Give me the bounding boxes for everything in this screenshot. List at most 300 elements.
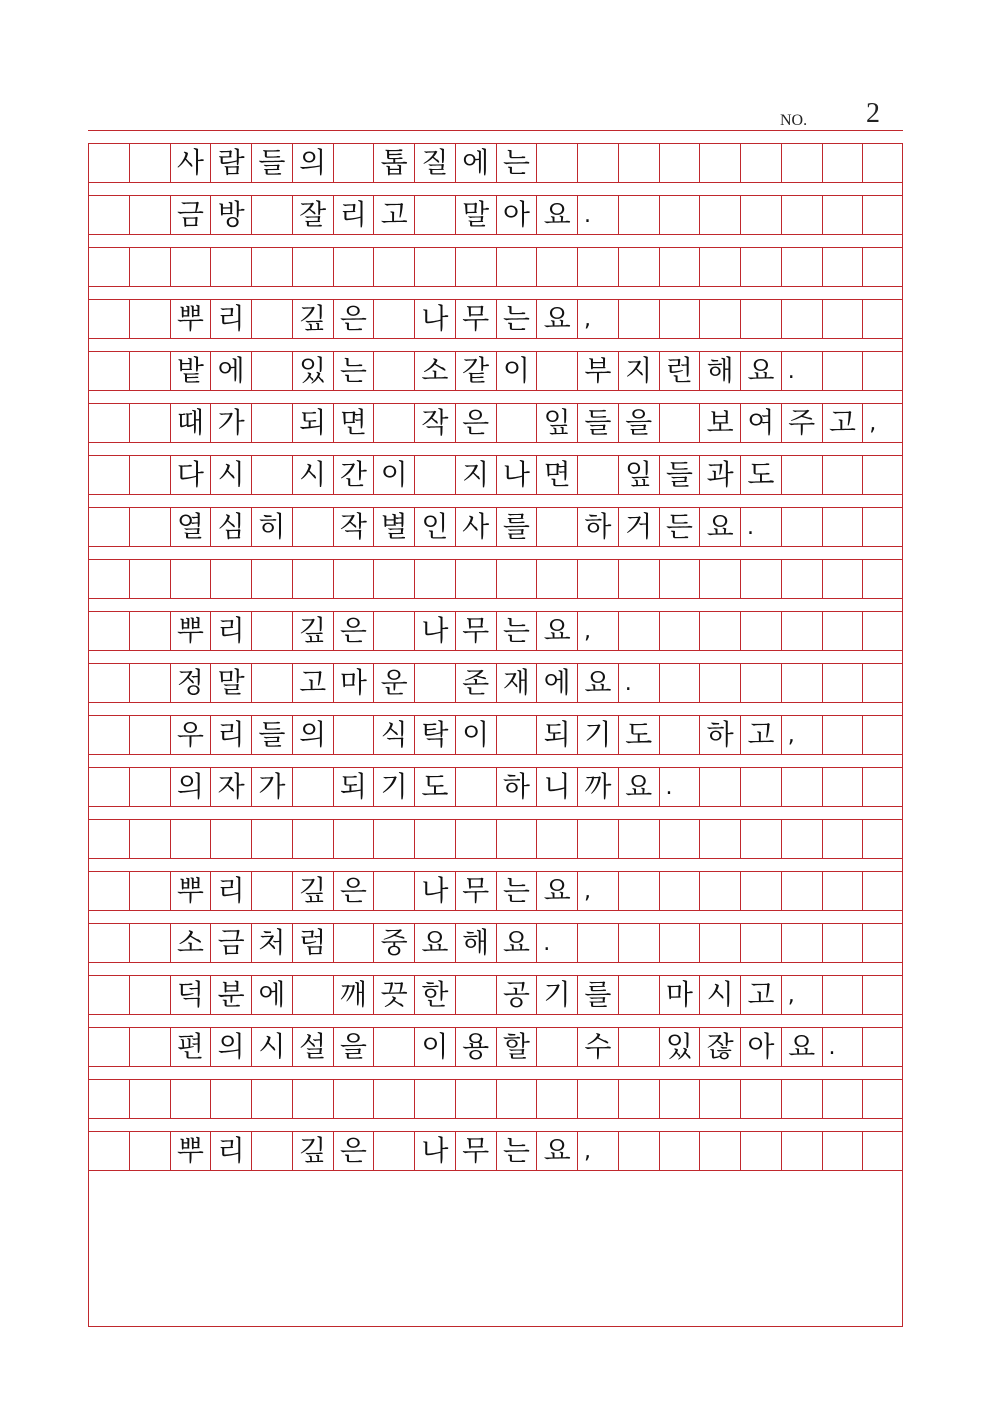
manuscript-cell: 면 [333, 404, 374, 442]
manuscript-cell: 시 [292, 456, 333, 494]
manuscript-cell: 기 [577, 716, 618, 754]
manuscript-cell [781, 560, 822, 598]
manuscript-cell: 깊 [292, 300, 333, 338]
manuscript-cell: 무 [455, 872, 496, 910]
manuscript-cell [699, 560, 740, 598]
manuscript-cell: , [577, 872, 618, 910]
manuscript-cell: 람 [210, 144, 251, 182]
manuscript-row [88, 663, 903, 703]
manuscript-cell [251, 560, 292, 598]
manuscript-cell [536, 352, 577, 390]
manuscript-cell: 밭 [170, 352, 211, 390]
manuscript-cell [781, 612, 822, 650]
manuscript-cell: 덕 [170, 976, 211, 1014]
manuscript-cell [822, 560, 863, 598]
manuscript-cell: 되 [333, 768, 374, 806]
manuscript-cell [577, 560, 618, 598]
manuscript-cell [822, 508, 863, 546]
manuscript-cell: 고 [292, 664, 333, 702]
manuscript-cell [862, 300, 903, 338]
manuscript-cell [373, 404, 414, 442]
manuscript-cell: 같 [455, 352, 496, 390]
manuscript-cell [618, 560, 659, 598]
manuscript-cell: 을 [618, 404, 659, 442]
manuscript-cell [699, 768, 740, 806]
manuscript-cell [781, 196, 822, 234]
manuscript-cell: 시 [699, 976, 740, 1014]
manuscript-cell: , [577, 1132, 618, 1170]
manuscript-cell [822, 612, 863, 650]
manuscript-cell: 아 [496, 196, 537, 234]
manuscript-cell: 리 [210, 1132, 251, 1170]
manuscript-cell [577, 924, 618, 962]
manuscript-cell [88, 352, 129, 390]
manuscript-cell [88, 1028, 129, 1066]
manuscript-cell [618, 1080, 659, 1118]
manuscript-cell: 도 [618, 716, 659, 754]
manuscript-cell [822, 456, 863, 494]
manuscript-cell: 한 [414, 976, 455, 1014]
manuscript-cell: 사 [455, 508, 496, 546]
manuscript-cell: 은 [455, 404, 496, 442]
manuscript-row [88, 1131, 903, 1171]
manuscript-cell: 는 [496, 300, 537, 338]
manuscript-cell [781, 872, 822, 910]
manuscript-cell: 에 [210, 352, 251, 390]
manuscript-cell [333, 560, 374, 598]
manuscript-cell [862, 352, 903, 390]
manuscript-row [88, 923, 903, 963]
manuscript-cell [414, 1080, 455, 1118]
manuscript-row [88, 247, 903, 287]
manuscript-cell [333, 144, 374, 182]
manuscript-cell [373, 248, 414, 286]
manuscript-cell: 를 [496, 508, 537, 546]
manuscript-cell [210, 820, 251, 858]
manuscript-cell [577, 820, 618, 858]
manuscript-cell [659, 1132, 700, 1170]
manuscript-cell [88, 144, 129, 182]
manuscript-row [88, 299, 903, 339]
manuscript-cell [129, 196, 170, 234]
manuscript-cell [455, 768, 496, 806]
manuscript-cell [292, 560, 333, 598]
manuscript-cell [251, 1080, 292, 1118]
manuscript-cell: 끗 [373, 976, 414, 1014]
manuscript-cell [129, 560, 170, 598]
manuscript-cell: 요 [536, 196, 577, 234]
manuscript-cell [781, 508, 822, 546]
manuscript-row [88, 871, 903, 911]
manuscript-cell: 에 [536, 664, 577, 702]
manuscript-cell: , [577, 612, 618, 650]
manuscript-cell [373, 560, 414, 598]
manuscript-cell [170, 820, 211, 858]
manuscript-cell [496, 248, 537, 286]
manuscript-cell [659, 196, 700, 234]
manuscript-cell: 잘 [292, 196, 333, 234]
manuscript-cell: 은 [333, 872, 374, 910]
manuscript-cell [862, 196, 903, 234]
manuscript-cell: 용 [455, 1028, 496, 1066]
manuscript-cell [699, 664, 740, 702]
manuscript-cell [251, 456, 292, 494]
manuscript-cell: 요 [536, 612, 577, 650]
manuscript-cell [455, 820, 496, 858]
manuscript-cell [781, 924, 822, 962]
manuscript-cell: 이 [455, 716, 496, 754]
manuscript-cell: 처 [251, 924, 292, 962]
manuscript-cell: 는 [333, 352, 374, 390]
manuscript-cell: 는 [496, 612, 537, 650]
manuscript-cell [373, 820, 414, 858]
manuscript-cell: 지 [455, 456, 496, 494]
manuscript-row [88, 507, 903, 547]
manuscript-cell: 은 [333, 1132, 374, 1170]
manuscript-cell [862, 716, 903, 754]
manuscript-cell: 뿌 [170, 612, 211, 650]
manuscript-cell [496, 716, 537, 754]
manuscript-cell [699, 872, 740, 910]
manuscript-cell [170, 1080, 211, 1118]
manuscript-cell [251, 612, 292, 650]
manuscript-cell [129, 352, 170, 390]
manuscript-cell [862, 248, 903, 286]
manuscript-cell [781, 820, 822, 858]
manuscript-cell [822, 768, 863, 806]
manuscript-cell [740, 248, 781, 286]
manuscript-cell: 수 [577, 1028, 618, 1066]
manuscript-cell [129, 612, 170, 650]
manuscript-cell [88, 196, 129, 234]
manuscript-cell [740, 924, 781, 962]
manuscript-cell: , [862, 404, 903, 442]
manuscript-cell [129, 664, 170, 702]
manuscript-cell: 에 [251, 976, 292, 1014]
manuscript-cell: 부 [577, 352, 618, 390]
manuscript-cell [333, 716, 374, 754]
manuscript-cell: 리 [210, 612, 251, 650]
manuscript-cell [333, 924, 374, 962]
page-number: 2 [866, 98, 880, 129]
manuscript-cell: 니 [536, 768, 577, 806]
page-number-label: NO. [780, 112, 808, 129]
manuscript-cell: 리 [210, 300, 251, 338]
manuscript-cell [251, 1132, 292, 1170]
manuscript-cell [210, 248, 251, 286]
manuscript-cell [414, 248, 455, 286]
manuscript-cell [659, 1080, 700, 1118]
manuscript-cell: 나 [414, 1132, 455, 1170]
manuscript-cell: 은 [333, 612, 374, 650]
manuscript-cell [862, 664, 903, 702]
manuscript-cell [170, 560, 211, 598]
manuscript-cell [618, 144, 659, 182]
manuscript-cell: . [618, 664, 659, 702]
manuscript-cell [618, 1028, 659, 1066]
manuscript-cell [618, 924, 659, 962]
manuscript-cell [618, 612, 659, 650]
manuscript-row [88, 403, 903, 443]
manuscript-cell [455, 1080, 496, 1118]
manuscript-cell [373, 1080, 414, 1118]
manuscript-cell: 요 [496, 924, 537, 962]
manuscript-cell: 기 [373, 768, 414, 806]
manuscript-cell [740, 872, 781, 910]
manuscript-cell [659, 612, 700, 650]
manuscript-cell [496, 1080, 537, 1118]
manuscript-cell [618, 872, 659, 910]
manuscript-cell: 나 [496, 456, 537, 494]
manuscript-cell: 요 [536, 872, 577, 910]
manuscript-cell [862, 768, 903, 806]
manuscript-cell: 존 [455, 664, 496, 702]
manuscript-cell: 정 [170, 664, 211, 702]
manuscript-cell [781, 248, 822, 286]
manuscript-row [88, 1027, 903, 1067]
manuscript-cell: . [659, 768, 700, 806]
manuscript-cell [88, 1080, 129, 1118]
manuscript-cell: 거 [618, 508, 659, 546]
manuscript-cell: . [577, 196, 618, 234]
manuscript-cell: 분 [210, 976, 251, 1014]
manuscript-cell: 는 [496, 872, 537, 910]
manuscript-cell [496, 404, 537, 442]
manuscript-cell: 잎 [536, 404, 577, 442]
manuscript-cell [699, 196, 740, 234]
manuscript-cell [414, 456, 455, 494]
manuscript-cell [822, 976, 863, 1014]
manuscript-cell [292, 508, 333, 546]
manuscript-cell [414, 196, 455, 234]
manuscript-cell: 중 [373, 924, 414, 962]
manuscript-cell: 방 [210, 196, 251, 234]
manuscript-cell [251, 872, 292, 910]
manuscript-row [88, 819, 903, 859]
manuscript-cell: 시 [210, 456, 251, 494]
manuscript-cell: 기 [536, 976, 577, 1014]
manuscript-cell: 리 [210, 716, 251, 754]
manuscript-cell [333, 1080, 374, 1118]
manuscript-cell [822, 1080, 863, 1118]
manuscript-row [88, 195, 903, 235]
manuscript-cell [740, 664, 781, 702]
manuscript-cell: 깊 [292, 872, 333, 910]
manuscript-cell: 요 [536, 300, 577, 338]
manuscript-cell: 마 [333, 664, 374, 702]
manuscript-cell [740, 196, 781, 234]
manuscript-cell: 우 [170, 716, 211, 754]
manuscript-cell: 나 [414, 872, 455, 910]
manuscript-cell: 은 [333, 300, 374, 338]
manuscript-cell: 들 [577, 404, 618, 442]
manuscript-cell: 고 [373, 196, 414, 234]
manuscript-cell: 이 [414, 1028, 455, 1066]
manuscript-cell [822, 144, 863, 182]
manuscript-cell: 고 [740, 716, 781, 754]
manuscript-cell: 잖 [699, 1028, 740, 1066]
manuscript-cell [618, 820, 659, 858]
manuscript-cell [373, 1132, 414, 1170]
manuscript-cell [536, 1080, 577, 1118]
manuscript-cell [699, 144, 740, 182]
manuscript-cell [292, 768, 333, 806]
manuscript-cell [536, 248, 577, 286]
manuscript-cell: 마 [659, 976, 700, 1014]
manuscript-cell [414, 820, 455, 858]
manuscript-cell [129, 1080, 170, 1118]
manuscript-cell [129, 248, 170, 286]
manuscript-cell [129, 1132, 170, 1170]
manuscript-cell: . [822, 1028, 863, 1066]
manuscript-cell: 자 [210, 768, 251, 806]
manuscript-cell: 식 [373, 716, 414, 754]
manuscript-cell: 무 [455, 612, 496, 650]
manuscript-cell: , [781, 716, 822, 754]
manuscript-cell [659, 404, 700, 442]
manuscript-cell [822, 716, 863, 754]
manuscript-row [88, 975, 903, 1015]
manuscript-cell [373, 1028, 414, 1066]
manuscript-cell [129, 508, 170, 546]
manuscript-cell [822, 352, 863, 390]
manuscript-cell [88, 820, 129, 858]
manuscript-cell [251, 248, 292, 286]
manuscript-cell: 톱 [373, 144, 414, 182]
manuscript-cell: 금 [170, 196, 211, 234]
manuscript-cell [292, 248, 333, 286]
manuscript-cell: 의 [170, 768, 211, 806]
manuscript-cell [129, 768, 170, 806]
manuscript-cell [781, 768, 822, 806]
manuscript-cell [822, 196, 863, 234]
manuscript-row [88, 559, 903, 599]
manuscript-row [88, 611, 903, 651]
manuscript-cell: 요 [781, 1028, 822, 1066]
manuscript-cell [740, 1132, 781, 1170]
manuscript-cell: 되 [292, 404, 333, 442]
manuscript-cell [577, 144, 618, 182]
manuscript-cell: 잎 [618, 456, 659, 494]
manuscript-cell [862, 924, 903, 962]
manuscript-cell: 있 [659, 1028, 700, 1066]
manuscript-cell [88, 1132, 129, 1170]
header-rule [88, 130, 903, 131]
manuscript-cell [781, 664, 822, 702]
manuscript-cell: 나 [414, 300, 455, 338]
manuscript-cell [129, 924, 170, 962]
manuscript-cell [862, 976, 903, 1014]
manuscript-cell [88, 872, 129, 910]
manuscript-cell [699, 300, 740, 338]
manuscript-cell: 들 [251, 144, 292, 182]
manuscript-cell [699, 248, 740, 286]
manuscript-cell [862, 612, 903, 650]
manuscript-cell [740, 768, 781, 806]
manuscript-cell: 하 [577, 508, 618, 546]
manuscript-cell: 리 [210, 872, 251, 910]
manuscript-cell [862, 144, 903, 182]
manuscript-cell [88, 300, 129, 338]
manuscript-cell [781, 456, 822, 494]
manuscript-cell [822, 1132, 863, 1170]
manuscript-cell: 해 [455, 924, 496, 962]
manuscript-cell [88, 976, 129, 1014]
manuscript-cell: 요 [577, 664, 618, 702]
manuscript-cell [88, 508, 129, 546]
manuscript-cell [862, 820, 903, 858]
manuscript-cell: 열 [170, 508, 211, 546]
manuscript-cell: 질 [414, 144, 455, 182]
manuscript-cell [659, 872, 700, 910]
manuscript-cell [822, 872, 863, 910]
manuscript-cell: . [536, 924, 577, 962]
manuscript-cell: 나 [414, 612, 455, 650]
manuscript-row [88, 715, 903, 755]
manuscript-cell: 해 [699, 352, 740, 390]
manuscript-cell: , [781, 976, 822, 1014]
manuscript-cell: 말 [455, 196, 496, 234]
manuscript-row [88, 767, 903, 807]
manuscript-cell [251, 664, 292, 702]
manuscript-cell: 는 [496, 1132, 537, 1170]
manuscript-cell [659, 144, 700, 182]
manuscript-cell [88, 404, 129, 442]
manuscript-cell: 운 [373, 664, 414, 702]
manuscript-cell [536, 560, 577, 598]
manuscript-cell [659, 664, 700, 702]
manuscript-cell [536, 144, 577, 182]
manuscript-cell [251, 196, 292, 234]
manuscript-cell: 고 [822, 404, 863, 442]
manuscript-cell: 도 [414, 768, 455, 806]
manuscript-cell [129, 300, 170, 338]
manuscript-cell: 소 [170, 924, 211, 962]
manuscript-cell: . [740, 508, 781, 546]
manuscript-cell [88, 768, 129, 806]
manuscript-cell [618, 300, 659, 338]
manuscript-cell: . [781, 352, 822, 390]
manuscript-cell [292, 820, 333, 858]
manuscript-cell [88, 664, 129, 702]
manuscript-cell: 가 [251, 768, 292, 806]
manuscript-cell: 는 [496, 144, 537, 182]
manuscript-cell [333, 820, 374, 858]
manuscript-cell [781, 300, 822, 338]
manuscript-cell: 간 [333, 456, 374, 494]
manuscript-cell [781, 1132, 822, 1170]
manuscript-cell: 히 [251, 508, 292, 546]
manuscript-cell [577, 248, 618, 286]
manuscript-cell: 아 [740, 1028, 781, 1066]
manuscript-cell: 주 [781, 404, 822, 442]
manuscript-cell: 요 [699, 508, 740, 546]
manuscript-cell [577, 456, 618, 494]
manuscript-cell [862, 1080, 903, 1118]
manuscript-cell [822, 820, 863, 858]
manuscript-cell: 보 [699, 404, 740, 442]
manuscript-cell [699, 1132, 740, 1170]
manuscript-cell [618, 196, 659, 234]
manuscript-cell: 때 [170, 404, 211, 442]
manuscript-cell: 다 [170, 456, 211, 494]
manuscript-cell: 할 [496, 1028, 537, 1066]
manuscript-cell: 하 [496, 768, 537, 806]
manuscript-cell: 별 [373, 508, 414, 546]
manuscript-cell [536, 1028, 577, 1066]
manuscript-cell [170, 248, 211, 286]
manuscript-cell [373, 612, 414, 650]
